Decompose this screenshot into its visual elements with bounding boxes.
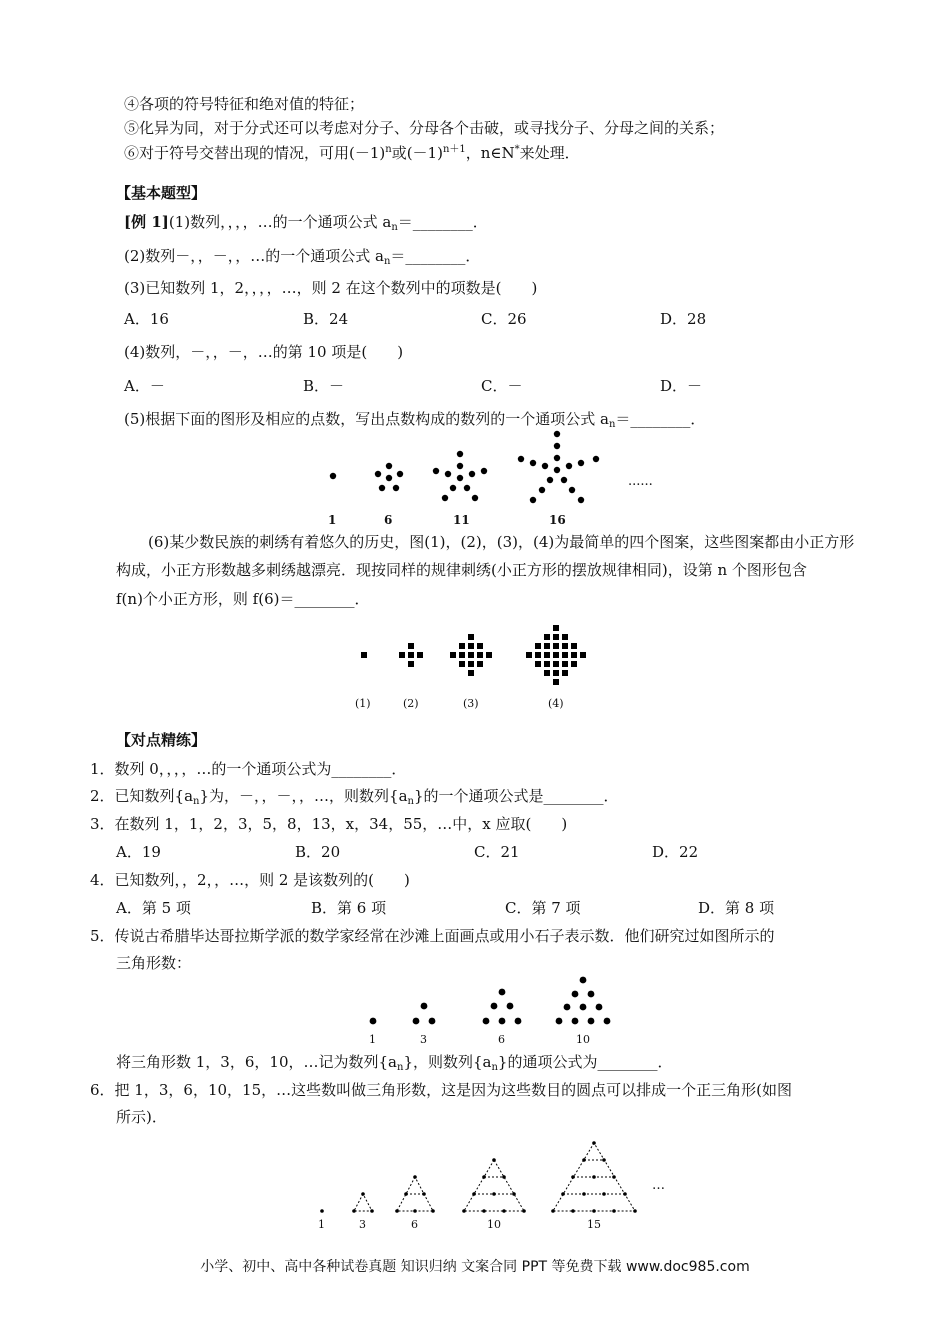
- q6-label-3: (3): [463, 697, 479, 710]
- q4-option-b: B．－: [303, 377, 345, 395]
- p5-label-3: 3: [420, 1033, 427, 1046]
- p5-label-6: 6: [498, 1033, 505, 1046]
- p3-option-b: B．20: [295, 843, 341, 861]
- practice-3: 3．在数列 1，1，2，3，5，8，13，x，34，55，…中，x 应取( ): [90, 815, 568, 833]
- p6-label-6: 6: [411, 1218, 418, 1231]
- p6-label-1: 1: [318, 1218, 325, 1231]
- p4-option-a: A．第 5 项: [116, 899, 191, 917]
- page-footer: 小学、初中、高中各种试卷真题 知识归纳 文案合同 PPT 等免费下载 www.doc985.com: [200, 1259, 750, 1275]
- p3-option-a: A．19: [116, 843, 161, 861]
- tip-line-5: ⑤化异为同，对于分式还可以考虑对分子、分母各个击破，或寻找分子、分母之间的关系；: [124, 119, 725, 137]
- p5-label-10: 10: [576, 1033, 590, 1046]
- practice-4: 4．已知数列，，2，，…，则 2 是该数列的( ): [90, 871, 410, 889]
- q5-label-6: 6: [384, 513, 393, 527]
- p5-label-1: 1: [369, 1033, 376, 1046]
- practice-5-line2: 三角形数：: [116, 954, 192, 972]
- p3-option-d: D．22: [652, 843, 699, 861]
- q4-option-d: D．－: [660, 377, 703, 395]
- q3-option-c: C．26: [481, 310, 527, 328]
- p6-label-3: 3: [359, 1218, 366, 1231]
- example-q2: (2)数列－，，－，，…的一个通项公式 $a_n=\_\_\_\_\_\_\_\_$．: [124, 247, 481, 267]
- q5-label-16: 16: [549, 513, 566, 527]
- p3-option-c: C．21: [474, 843, 520, 861]
- q6-label-4: (4): [548, 697, 564, 710]
- example-q6-line1: (6)某少数民族的刺绣有着悠久的历史，图(1)，(2)，(3)，(4)为最简单的四个图案，这些图案都由小正方形: [148, 533, 855, 551]
- practice-1: 1．数列 0，，，，…的一个通项公式为________．: [90, 760, 407, 778]
- example-q1: [例 1](1)数列，，，，…的一个通项公式 $a_n=\_\_\_\_\_\_\_\_$．: [124, 213, 488, 233]
- section-title-practice: 【对点精练】: [116, 731, 207, 749]
- p4-option-c: C．第 7 项: [505, 899, 581, 917]
- q4-option-a: A．－: [124, 377, 165, 395]
- p6-label-15: 15: [587, 1218, 601, 1231]
- example-q5: (5)根据下面的图形及相应的点数，写出点数构成的数列的一个通项公式 $a_n=\_\_\_\_\_\_\_\_$．: [124, 410, 706, 430]
- tip-line-6: ⑥对于符号交替出现的情况，可用$(-1)^n$或$(-1)^{n+1}$，n∈N*来处理．: [124, 144, 580, 162]
- example-q4: (4)数列，－，，－，…的第 10 项是( ): [124, 343, 404, 361]
- p4-option-d: D．第 8 项: [698, 899, 775, 917]
- q3-option-a: A．16: [124, 310, 169, 328]
- example-q6-line2: 构成，小正方形数越多刺绣越漂亮．现按同样的规律刺绣(小正方形的摆放规律相同)，设第 n 个图形包含: [116, 561, 807, 579]
- practice-6-line1: 6．把 1，3，6，10，15，…这些数叫做三角形数，这是因为这些数目的圆点可以排成一个正三角形(如图: [90, 1081, 792, 1099]
- practice-6-line2: 所示)．: [116, 1108, 167, 1126]
- q4-option-c: C．－: [481, 377, 523, 395]
- q6-label-2: (2): [403, 697, 419, 710]
- p6-label-10: 10: [487, 1218, 501, 1231]
- example-q6-line3: f(n)个小正方形，则 f(6)＝________．: [116, 590, 370, 608]
- example-q3: (3)已知数列 1，2，，，，…，则 2 在这个数列中的项数是( ): [124, 279, 538, 297]
- q5-label-11: 11: [453, 513, 470, 527]
- q5-ellipsis: ......: [628, 474, 653, 489]
- practice-5-text: 将三角形数 1，3，6，10，…记为数列$\{a_n\}$，则数列$\{a_n\}$的通项公式为________．: [116, 1053, 673, 1073]
- q5-label-1: 1: [328, 513, 337, 527]
- practice-2: 2．已知数列$\{a_n\}$为，－，，－，，…，则数列$\{a_n\}$的一个通项公式是________．: [90, 787, 619, 807]
- q3-option-d: D．28: [660, 310, 707, 328]
- q3-option-b: B．24: [303, 310, 349, 328]
- q6-label-1: (1): [355, 697, 371, 710]
- p6-ellipsis: …: [652, 1178, 665, 1193]
- practice-5-line1: 5．传说古希腊毕达哥拉斯学派的数学家经常在沙滩上面画点或用小石子表示数．他们研究过如图所示的: [90, 927, 775, 945]
- tip-line-4: ④各项的符号特征和绝对值的特征；: [124, 95, 365, 113]
- p4-option-b: B．第 6 项: [311, 899, 387, 917]
- section-title-basic: 【基本题型】: [116, 184, 207, 202]
